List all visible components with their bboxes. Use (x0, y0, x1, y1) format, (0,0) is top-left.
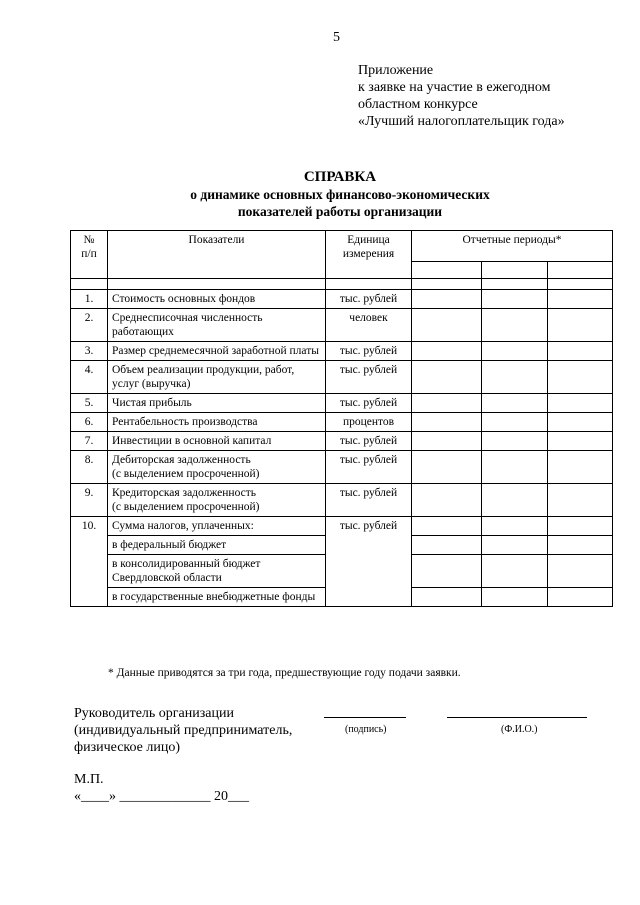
value-cell[interactable] (548, 517, 613, 536)
fio-field[interactable] (447, 717, 587, 718)
row-unit: тыс. рублей (326, 517, 412, 607)
row-number: 1. (71, 290, 108, 309)
header-indicators: Показатели (108, 231, 326, 279)
value-cell[interactable] (482, 432, 548, 451)
period-header-1 (412, 262, 482, 279)
header-unit-line-1: Единица (347, 234, 390, 246)
appendix-line-1: Приложение (358, 63, 434, 78)
signature-field[interactable] (324, 717, 406, 718)
spacer-cell (108, 279, 326, 290)
row-unit: тыс. рублей (326, 484, 412, 517)
row-unit: тыс. рублей (326, 342, 412, 361)
row-indicator: Чистая прибыль (108, 394, 326, 413)
row-unit: тыс. рублей (326, 432, 412, 451)
value-cell[interactable] (548, 413, 613, 432)
value-cell[interactable] (548, 361, 613, 394)
value-cell[interactable] (412, 309, 482, 342)
spacer-cell (71, 279, 108, 290)
header-periods: Отчетные периоды* (412, 231, 613, 262)
row-indicator: Сумма налогов, уплаченных: (108, 517, 326, 536)
table-row (71, 451, 613, 484)
value-cell[interactable] (482, 290, 548, 309)
page-number: 5 (333, 30, 340, 45)
row-number: 6. (71, 413, 108, 432)
value-cell[interactable] (548, 536, 613, 555)
value-cell[interactable] (482, 451, 548, 484)
row-unit: тыс. рублей (326, 361, 412, 394)
appendix-line-3: областном конкурсе (358, 97, 478, 112)
document-title (0, 168, 640, 220)
row-indicator: Рентабельность производства (108, 413, 326, 432)
value-cell[interactable] (482, 536, 548, 555)
date-line: «____» _____________ 20___ (74, 789, 249, 804)
value-cell[interactable] (548, 432, 613, 451)
spacer-cell (412, 279, 482, 290)
table-row (71, 361, 613, 394)
table-row (71, 342, 613, 361)
value-cell[interactable] (412, 361, 482, 394)
row-indicator: Инвестиции в основной капитал (108, 432, 326, 451)
row-indicator: Размер среднемесячной заработной платы (108, 342, 326, 361)
appendix-line-2: к заявке на участие в ежегодном (358, 80, 551, 95)
title-main: СПРАВКА (303, 169, 377, 185)
table-row (71, 394, 613, 413)
row-indicator-line-1: Дебиторская задолженность (112, 454, 251, 466)
spacer-cell (482, 279, 548, 290)
title-subtitle-2: показателей работы организации (237, 204, 443, 219)
header-num-line-2: п/п (81, 248, 97, 260)
row-indicator: Среднесписочная численность работающих (108, 309, 326, 342)
table-row (71, 484, 613, 517)
appendix-note (358, 62, 565, 130)
table-spacer-row (71, 279, 613, 290)
appendix-line-4: «Лучший налогоплательщик года» (358, 114, 565, 129)
table-row (71, 413, 613, 432)
table-row (71, 432, 613, 451)
value-cell[interactable] (412, 290, 482, 309)
row-indicator (108, 451, 326, 484)
value-cell[interactable] (412, 484, 482, 517)
stamp-label: М.П. (74, 772, 104, 787)
value-cell[interactable] (548, 555, 613, 588)
table-row (71, 517, 613, 536)
value-cell[interactable] (412, 394, 482, 413)
value-cell[interactable] (548, 484, 613, 517)
row-number: 8. (71, 451, 108, 484)
row-indicator-line-2: (с выделением просроченной) (112, 468, 260, 480)
value-cell[interactable] (548, 290, 613, 309)
value-cell[interactable] (482, 484, 548, 517)
value-cell[interactable] (482, 588, 548, 607)
value-cell[interactable] (412, 588, 482, 607)
table-row (71, 309, 613, 342)
signature-field-label: (подпись) (345, 724, 387, 735)
period-header-3 (548, 262, 613, 279)
value-cell[interactable] (412, 451, 482, 484)
row-indicator: Объем реализации продукции, работ, услуг (выручка) (108, 361, 326, 394)
row-number: 3. (71, 342, 108, 361)
signature-line-3: физическое лицо) (74, 740, 181, 755)
value-cell[interactable] (412, 342, 482, 361)
row-unit: человек (326, 309, 412, 342)
spacer-cell (548, 279, 613, 290)
value-cell[interactable] (412, 555, 482, 588)
value-cell[interactable] (482, 394, 548, 413)
row-number: 4. (71, 361, 108, 394)
value-cell[interactable] (548, 342, 613, 361)
header-num-line-1: № (83, 234, 95, 246)
row-indicator: Стоимость основных фондов (108, 290, 326, 309)
row-number: 7. (71, 432, 108, 451)
row-indicator-line-1: Кредиторская задолженность (112, 487, 256, 499)
signature-block (74, 705, 292, 756)
signature-line-1: Руководитель организации (74, 706, 234, 721)
stamp-block (74, 771, 249, 805)
value-cell[interactable] (412, 517, 482, 536)
value-cell[interactable] (412, 432, 482, 451)
signature-line-2: (индивидуальный предприниматель, (74, 723, 293, 738)
subrow-indicator: в федеральный бюджет (108, 536, 326, 555)
footnote: * Данные приводятся за три года, предшествующие году подачи заявки. (108, 667, 461, 679)
value-cell[interactable] (548, 309, 613, 342)
row-number: 9. (71, 484, 108, 517)
period-header-2 (482, 262, 548, 279)
value-cell[interactable] (548, 451, 613, 484)
value-cell[interactable] (482, 309, 548, 342)
subrow-indicator: в консолидированный бюджет Свердловской области (108, 555, 326, 588)
table-header-row (71, 231, 613, 262)
row-indicator (108, 484, 326, 517)
row-unit: тыс. рублей (326, 451, 412, 484)
row-indicator-line-2: (с выделением просроченной) (112, 501, 260, 513)
value-cell[interactable] (482, 361, 548, 394)
value-cell[interactable] (482, 555, 548, 588)
value-cell[interactable] (482, 413, 548, 432)
value-cell[interactable] (548, 588, 613, 607)
indicators-table (70, 230, 613, 607)
value-cell[interactable] (412, 536, 482, 555)
value-cell[interactable] (482, 342, 548, 361)
row-number: 2. (71, 309, 108, 342)
row-number: 5. (71, 394, 108, 413)
row-unit: тыс. рублей (326, 394, 412, 413)
value-cell[interactable] (548, 394, 613, 413)
header-unit (326, 231, 412, 279)
spacer-cell (326, 279, 412, 290)
table-row (71, 290, 613, 309)
value-cell[interactable] (412, 413, 482, 432)
title-subtitle-1: о динамике основных финансово-экономических (190, 187, 490, 202)
value-cell[interactable] (482, 517, 548, 536)
row-number: 10. (71, 517, 108, 607)
subrow-indicator: в государственные внебюджетные фонды (108, 588, 326, 607)
header-num (71, 231, 108, 279)
header-unit-line-2: измерения (342, 248, 395, 260)
row-unit: тыс. рублей (326, 290, 412, 309)
row-unit: процентов (326, 413, 412, 432)
fio-field-label: (Ф.И.О.) (501, 724, 538, 735)
